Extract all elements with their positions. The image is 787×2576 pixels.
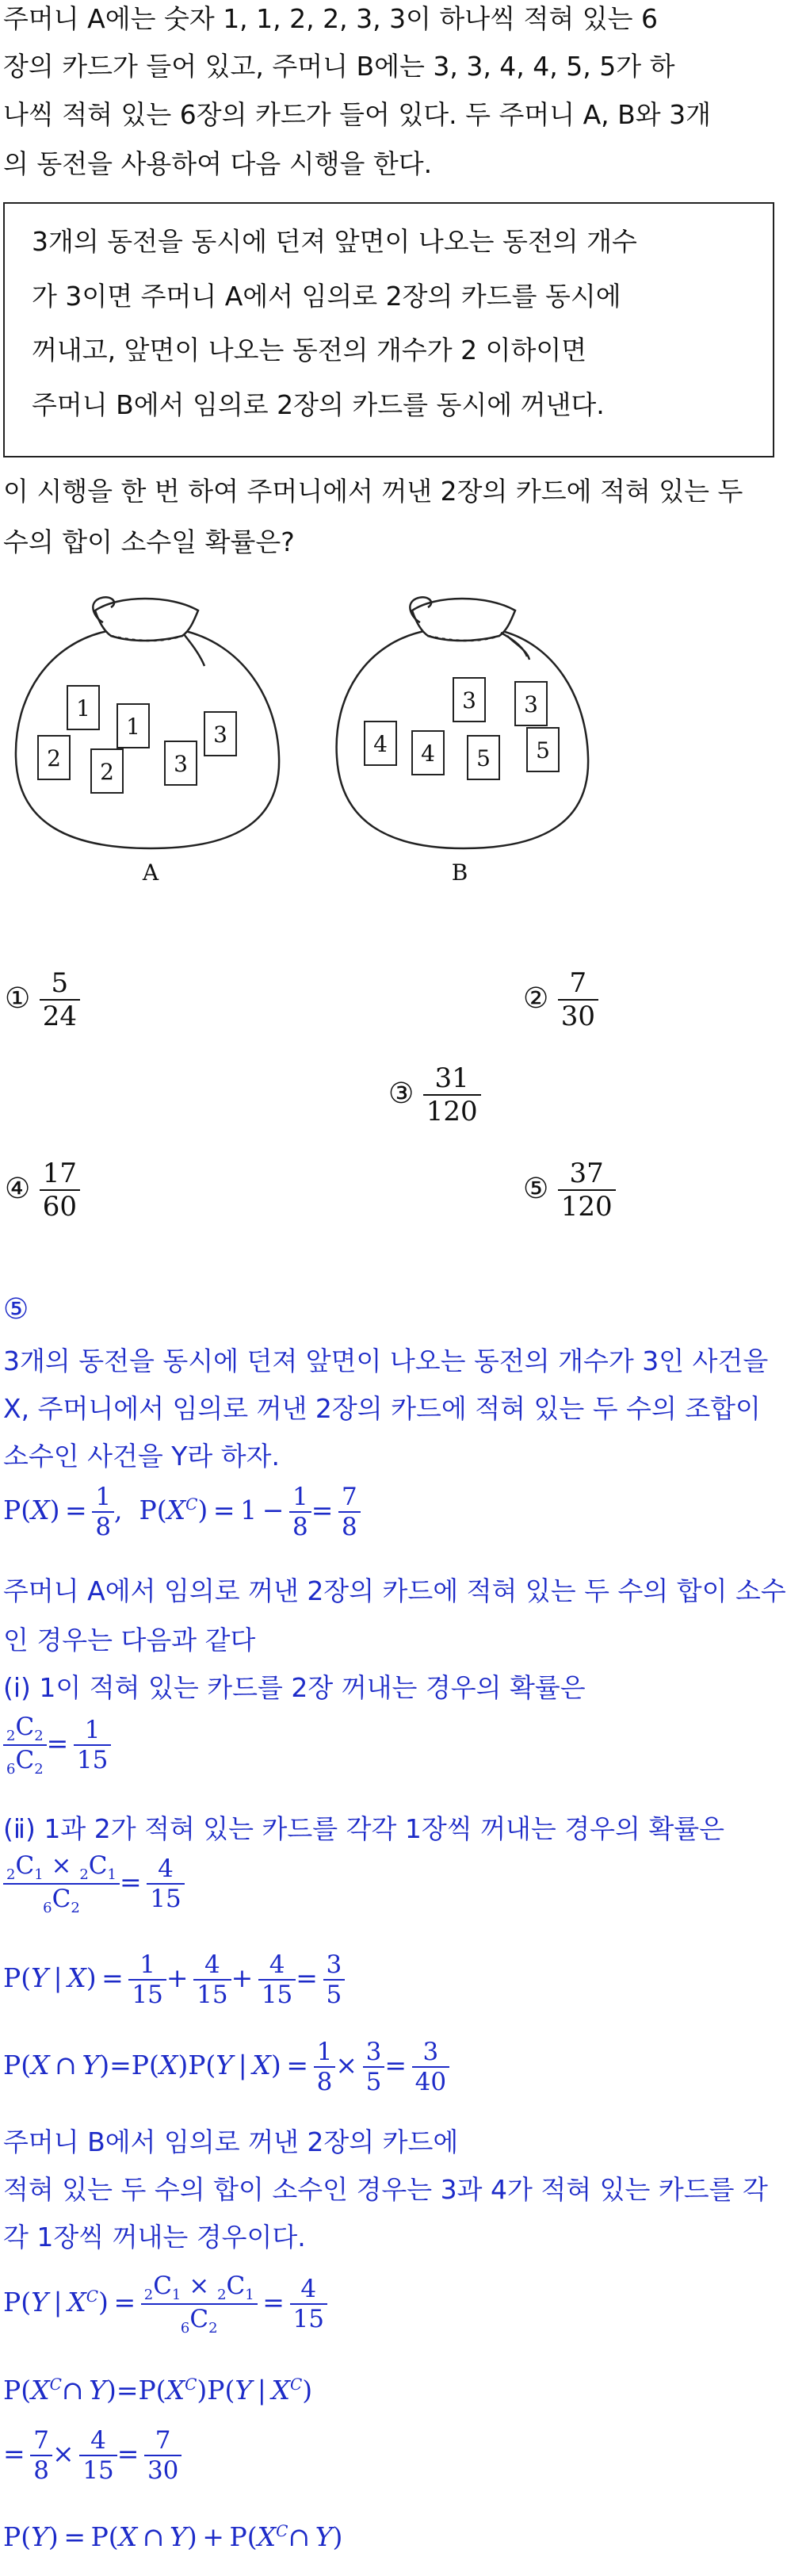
solution-line: 소수인 사건을 Y라 하자. [3, 1441, 281, 1472]
choice-mark: ② [523, 982, 549, 1015]
choice-denominator: 60 [42, 1191, 77, 1223]
solution-line: X, 주머니에서 임의로 꺼낸 2장의 카드에 적혀 있는 두 수의 조합이 [3, 1393, 761, 1424]
prob-y-total: P(Y) = P(X ∩ $Y) + P(X^C\cap$ Y) [3, 2521, 343, 2552]
trial-box-line: 주머니 B에서 임의로 2장의 카드를 동시에 꺼낸다. [32, 389, 605, 420]
trial-box-line: 3개의 동전을 동시에 던져 앞면이 나오는 동전의 개수 [32, 226, 637, 257]
choice-denominator: 24 [42, 1001, 77, 1032]
prob-x-formula: P(X) = $\frac{1}{8}$ , $P(X^C) = 1$ − $\frac{1}{8}$ = $\frac{7}{8}$ [3, 1483, 361, 1541]
case-1-formula: $\frac{_2C_2}{_6C_2}$ = $\frac{1}{15}$ [3, 1713, 111, 1778]
prob-y-given-xc: P(Y | $X^C$) = $\frac{_2C_1 \times _2C_1}{_6C_2}$ = $\frac{4}{15}$ [3, 2272, 327, 2337]
problem-line: 장의 카드가 들어 있고, 주머니 B에는 3, 3, 4, 4, 5, 5가 하 [3, 51, 675, 82]
solution-line: 인 경우는 다음과 같다 [3, 1625, 256, 1655]
prob-xc-and-y: $P(X^C\cap$ $Y)=P(X^C)P(Y$ | $X^C$) [3, 2375, 313, 2406]
choice-numerator: 5 [40, 967, 80, 1001]
problem-line: 의 동전을 사용하여 다음 시행을 한다. [3, 148, 433, 179]
question-line: 수의 합이 소수일 확률은? [3, 526, 295, 557]
choice-4[interactable] [5, 1158, 80, 1223]
case-2-formula: $\frac{_2C_1 \times _2C_1}{_6C_2}$ = $\frac{4}{15}$ [3, 1851, 185, 1916]
bag-a-card: 2 [100, 759, 114, 785]
bag-b-card: 4 [421, 741, 435, 767]
case-2: (ⅱ) 1과 2가 적혀 있는 카드를 각각 1장씩 꺼내는 경우의 확률은 [3, 1813, 725, 1844]
choice-mark: ① [5, 982, 31, 1015]
solution-answer: ⑤ [3, 1293, 29, 1326]
choice-numerator: 17 [40, 1158, 80, 1191]
bag-b-card: 3 [462, 687, 476, 714]
bags-figure [0, 587, 787, 904]
choice-mark: ④ [5, 1173, 31, 1205]
bag-a-card: 1 [126, 714, 140, 740]
solution-line: 각 1장씩 꺼내는 경우이다. [3, 2222, 306, 2253]
trial-box-line: 꺼내고, 앞면이 나오는 동전의 개수가 2 이하이면 [32, 335, 587, 366]
trial-box-line: 가 3이면 주머니 A에서 임의로 2장의 카드를 동시에 [32, 281, 621, 312]
solution-line: 적혀 있는 두 수의 합이 소수인 경우는 3과 4가 적혀 있는 카드를 각 [3, 2174, 768, 2205]
choice-numerator: 37 [558, 1158, 616, 1191]
choice-mark: ⑤ [523, 1173, 549, 1205]
choice-numerator: 7 [558, 967, 598, 1001]
choice-numerator: 31 [423, 1062, 481, 1096]
prob-x-and-y: P(X ∩ Y)=P(X)P(Y | X) = $\frac{1}{8}$ × $\frac{3}{5}$ = $\frac{3}{40}$ [3, 2038, 449, 2096]
choice-5[interactable] [523, 1158, 616, 1223]
bag-b-card: 5 [536, 737, 550, 764]
bag-a-card: 3 [213, 722, 227, 748]
choice-1[interactable] [5, 967, 80, 1032]
prob-xc-and-y-value: = $\frac{7}{8}$ × $\frac{4}{15}$ = $\frac{7}{30}$ [3, 2426, 181, 2485]
bag-b-card: 3 [524, 691, 538, 718]
solution-line: 주머니 B에서 임의로 꺼낸 2장의 카드에 [3, 2126, 459, 2157]
bag-b-label: B [451, 859, 468, 886]
choice-denominator: 30 [560, 1001, 595, 1032]
choice-denominator: 120 [560, 1191, 613, 1223]
bag-a-card: 3 [174, 751, 188, 777]
bag-b-card: 5 [476, 745, 491, 771]
solution-line: 3개의 동전을 동시에 던져 앞면이 나오는 동전의 개수가 3인 사건을 [3, 1345, 769, 1376]
choice-mark: ③ [388, 1077, 415, 1110]
choice-3[interactable] [388, 1062, 481, 1127]
question-line: 이 시행을 한 번 하여 주머니에서 꺼낸 2장의 카드에 적혀 있는 두 [3, 476, 743, 507]
trial-box [3, 202, 774, 457]
prob-y-given-x: P(Y | X) = $\frac{1}{15}$ + $\frac{4}{15}$ + $\frac{4}{15}$ = $\frac{3}{5}$ [3, 1950, 345, 2009]
case-1: (ⅰ) 1이 적혀 있는 카드를 2장 꺼내는 경우의 확률은 [3, 1672, 586, 1703]
bag-a-card: 2 [47, 745, 61, 771]
choice-denominator: 120 [426, 1096, 478, 1127]
problem-line: 주머니 A에는 숫자 1, 1, 2, 2, 3, 3이 하나씩 적혀 있는 6 [3, 3, 659, 34]
choice-2[interactable] [523, 967, 598, 1032]
bag-a-label: A [142, 859, 159, 886]
solution-line: 주머니 A에서 임의로 꺼낸 2장의 카드에 적혀 있는 두 수의 합이 소수 [3, 1575, 786, 1606]
problem-line: 나씩 적혀 있는 6장의 카드가 들어 있다. 두 주머니 A, B와 3개 [3, 99, 712, 130]
bag-a-card: 1 [76, 695, 90, 722]
bag-b-card: 4 [373, 731, 388, 757]
